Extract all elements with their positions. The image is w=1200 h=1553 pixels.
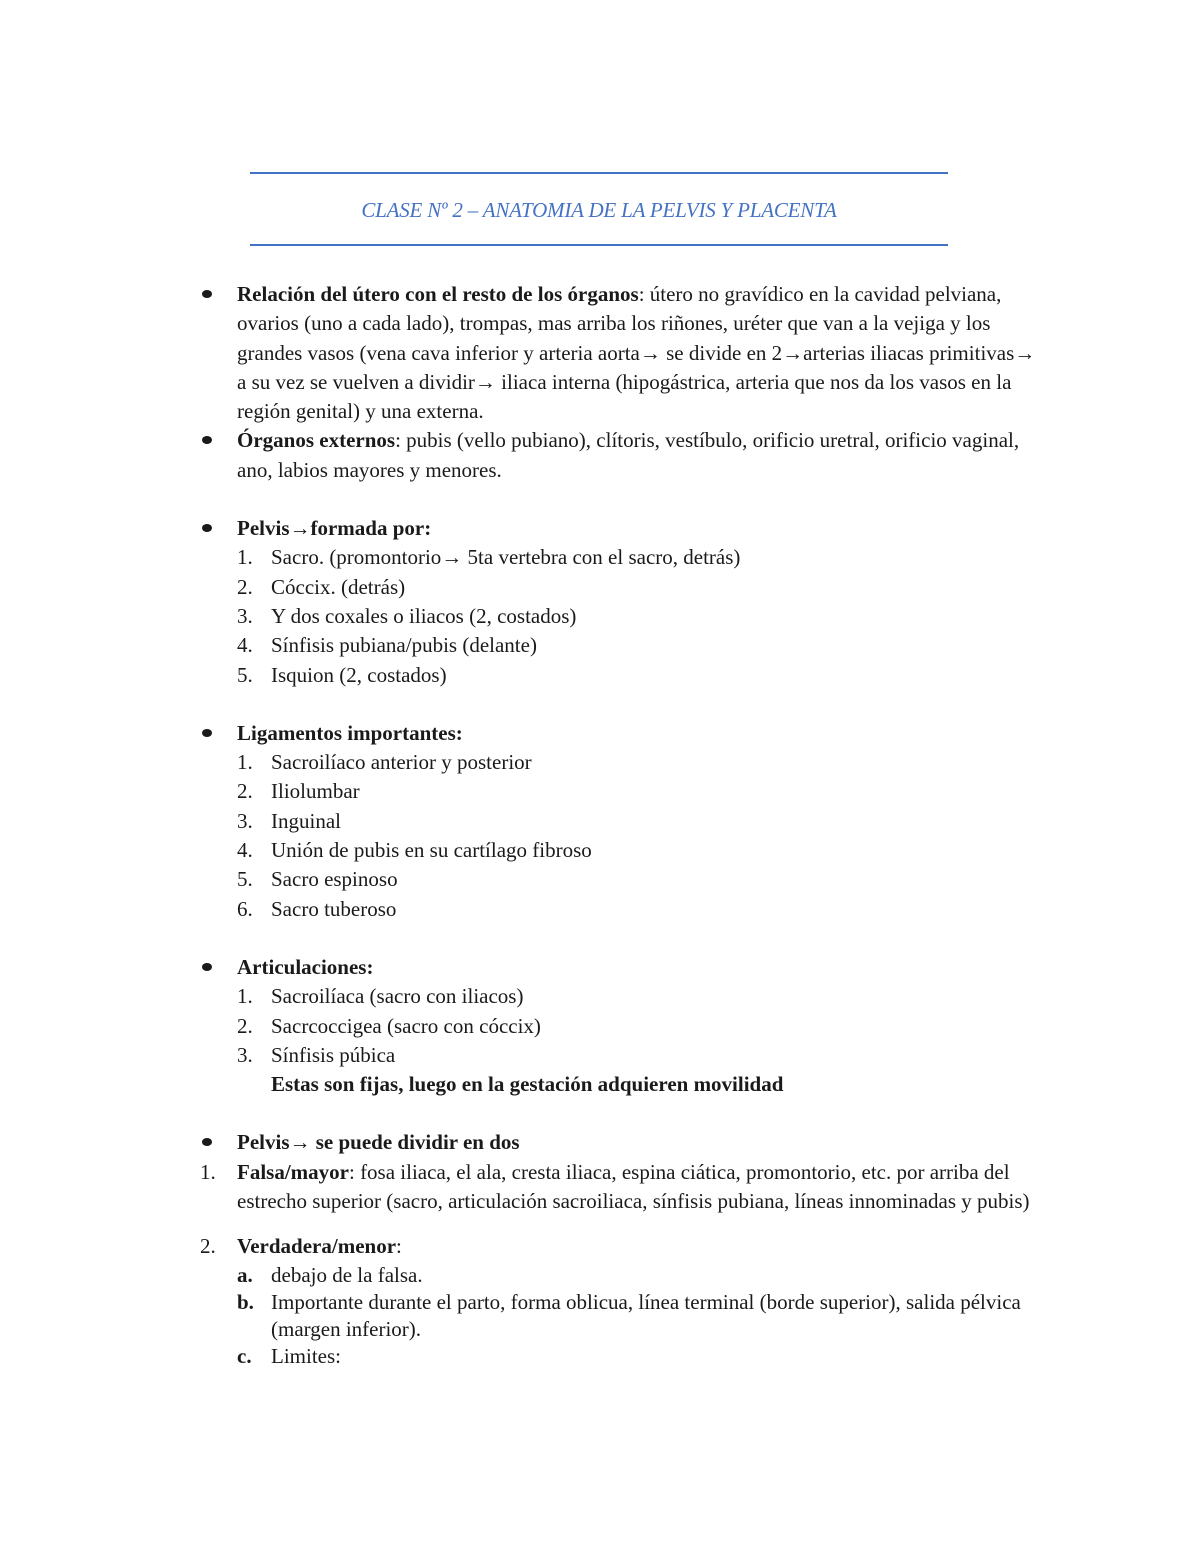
title-top-rule (250, 172, 948, 174)
section-heading: Relación del útero con el resto de los órganos (237, 282, 639, 306)
pelvis-bones-list (200, 543, 1040, 689)
bullet-ligaments (200, 719, 1040, 748)
list-item: 2. Iliolumbar (237, 779, 360, 804)
title-bottom-rule (250, 244, 948, 246)
ligaments-list (200, 748, 1040, 924)
bullet-pelvis-division (200, 1128, 1040, 1157)
bullet-icon (202, 729, 212, 737)
bullet-icon (202, 1138, 212, 1146)
joints-note: Estas son fijas, luego en la gestación adquieren movilidad (271, 1072, 784, 1097)
true-pelvis-list (200, 1262, 1040, 1370)
bullet-icon (202, 290, 212, 298)
section-heading: Órganos externos (237, 428, 396, 453)
list-item: 2. Sacrcoccigea (sacro con cóccix) (237, 1013, 541, 1038)
section-heading: Pelvis→formada por: (237, 516, 432, 541)
list-item: 5. Isquion (2, costados) (237, 662, 447, 687)
bullet-pelvis-formed (200, 514, 1040, 543)
list-item: 3. Inguinal (237, 808, 341, 833)
section-heading: Ligamentos importantes: (237, 720, 463, 745)
true-pelvis-heading: Verdadera/menor (237, 1234, 397, 1259)
list-item: 1. Sacroilíaca (sacro con iliacos) (237, 984, 524, 1009)
list-item: 1. Sacro. (promontorio→ 5ta vertebra con el sacro, detrás) (237, 545, 741, 570)
list-item: 1. Sacroilíaco anterior y posterior (237, 750, 532, 775)
section-heading: Pelvis→ se puede dividir en dos (237, 1130, 520, 1155)
list-item: 3. Y dos coxales o iliacos (2, costados) (237, 603, 577, 628)
list-item: 6. Sacro tuberoso (237, 896, 397, 921)
bullet-uterus-relation (200, 280, 1040, 426)
section-text: : pubis (vello pubiano), clítoris, vestíbulo, orificio uretral, orificio vaginal, ano, labios mayores y menores. (237, 428, 1020, 482)
true-pelvis-item: 2. Verdadera/menor: (200, 1234, 402, 1259)
title-block (250, 172, 948, 246)
section-text: : útero no gravídico en la cavidad pelviana, ovarios (uno a cada lado), trompas, mas arriba los riñones, uréter que van a la vejiga y los grandes vasos (vena cava inferior y arteria aorta→ se divide en 2→arterias iliacas primitivas→ a su vez se vuelven a dividir→ iliaca interna (hipogástrica, arteria que nos da los vasos en la región genital) y una externa. (237, 282, 1036, 424)
false-pelvis-text: : fosa iliaca, el ala, cresta iliaca, espina ciática, promontorio, etc. por arriba del estrecho superior (sacro, articulación sacroiliaca, sínfisis pubiana, líneas innominadas y pubis) (237, 1159, 1030, 1214)
list-item: a. debajo de la falsa. (237, 1262, 423, 1287)
document-content (200, 280, 1040, 1370)
bullet-icon (202, 524, 212, 532)
false-pelvis-heading: Falsa/mayor (237, 1159, 349, 1184)
false-pelvis-item: 1. Falsa/mayor: fosa iliaca, el ala, cresta iliaca, espina ciática, promontorio, etc. por arriba del estrecho superior (sacro, articulación sacroiliaca, sínfisis pubiana, líneas innominadas y pubis) (200, 1159, 1030, 1214)
list-item: 5. Sacro espinoso (237, 867, 398, 892)
bullet-icon (202, 963, 212, 971)
list-item: 4. Sínfisis pubiana/pubis (delante) (237, 633, 537, 658)
list-item: b. Importante durante el parto, forma oblicua, línea terminal (borde superior), salida pélvica (margen inferior). (237, 1289, 1021, 1341)
section-heading: Articulaciones: (237, 954, 374, 979)
joints-list (200, 982, 1040, 1070)
list-item: 2. Cóccix. (detrás) (237, 574, 406, 599)
true-pelvis-text: : (396, 1234, 402, 1259)
list-item: 3. Sínfisis púbica (237, 1042, 396, 1067)
bullet-joints (200, 953, 1040, 982)
list-item: 4. Unión de pubis en su cartílago fibroso (237, 838, 592, 863)
bullet-external-organs (200, 426, 1040, 485)
page-title: CLASE Nº 2 – ANATOMIA DE LA PELVIS Y PLACENTA (361, 198, 837, 222)
bullet-icon (202, 436, 212, 444)
list-item: c. Limites: (237, 1343, 341, 1368)
